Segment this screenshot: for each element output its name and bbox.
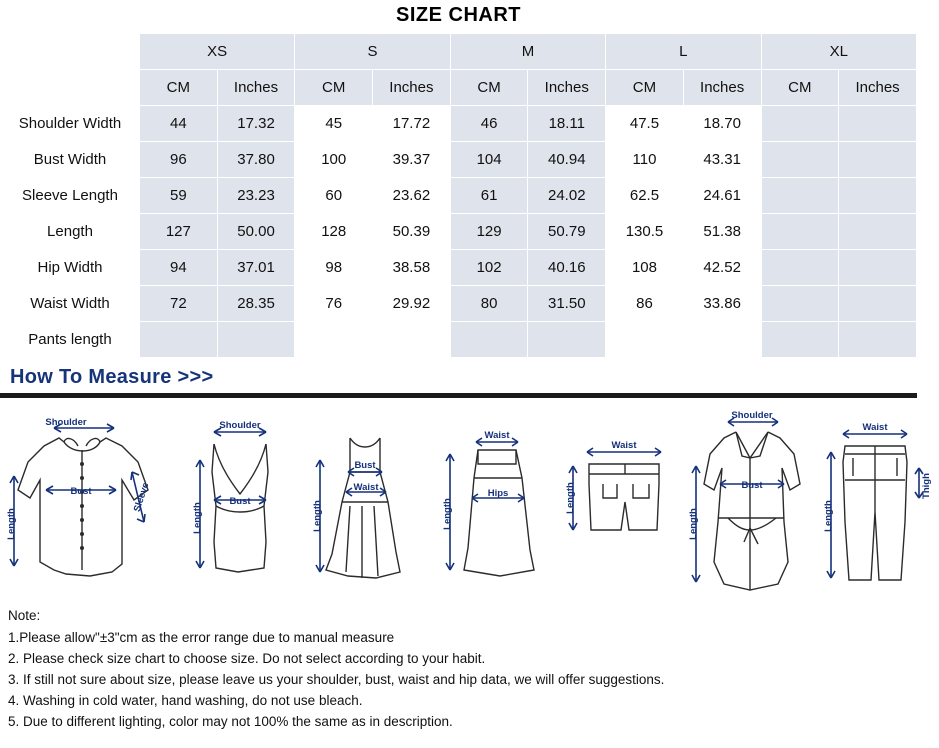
svg-text:Length: Length: [192, 502, 203, 534]
table-cell: 50.00: [217, 214, 295, 250]
svg-text:Bust: Bust: [354, 460, 376, 471]
svg-text:Length: Length: [6, 508, 17, 540]
unit-header-xs-cm: CM: [140, 70, 218, 106]
table-cell: 24.02: [528, 178, 606, 214]
unit-header-l-inches: Inches: [683, 70, 761, 106]
table-cell: 129: [450, 214, 528, 250]
table-cell: [761, 106, 839, 142]
svg-text:Length: Length: [823, 500, 834, 532]
row-label: Length: [1, 214, 140, 250]
svg-text:Bust: Bust: [229, 496, 251, 507]
table-corner-blank-2: [1, 70, 140, 106]
size-header-m: M: [450, 34, 605, 70]
figure-dress: [304, 402, 434, 597]
table-cell: 50.39: [373, 214, 451, 250]
note-line: 1.Please allow"±3"cm as the error range due to manual measure: [8, 629, 395, 645]
table-cell: 18.11: [528, 106, 606, 142]
note-line: 4. Washing in cold water, hand washing, do not use bleach.: [8, 692, 363, 708]
table-cell: 59: [140, 178, 218, 214]
table-cell: [761, 286, 839, 322]
table-cell: [140, 322, 218, 358]
table-cell: 61: [450, 178, 528, 214]
table-cell: 102: [450, 250, 528, 286]
table-cell: 80: [450, 286, 528, 322]
row-label: Pants length: [1, 322, 140, 358]
row-label: Hip Width: [1, 250, 140, 286]
table-cell: [683, 322, 761, 358]
size-header-xl: XL: [761, 34, 917, 70]
table-cell: 23.62: [373, 178, 451, 214]
how-to-measure-heading: How To Measure >>>: [10, 366, 214, 388]
table-cell: 39.37: [373, 142, 451, 178]
table-row: [1, 214, 917, 250]
svg-text:Waist: Waist: [862, 422, 888, 433]
table-cell: 40.16: [528, 250, 606, 286]
how-to-measure-section: [0, 366, 932, 598]
svg-text:Waist: Waist: [611, 440, 637, 451]
table-cell: [373, 322, 451, 358]
table-cell: [217, 322, 295, 358]
unit-header-s-inches: Inches: [373, 70, 451, 106]
page-title: SIZE CHART: [396, 4, 521, 26]
table-cell: 17.32: [217, 106, 295, 142]
table-cell: 51.38: [683, 214, 761, 250]
row-label: Sleeve Length: [1, 178, 140, 214]
unit-header-xl-cm: CM: [761, 70, 839, 106]
table-row: [1, 142, 917, 178]
table-cell: 33.86: [683, 286, 761, 322]
table-cell: 44: [140, 106, 218, 142]
table-cell: 45: [295, 106, 373, 142]
table-cell: 24.61: [683, 178, 761, 214]
table-cell: [839, 142, 917, 178]
note-line: 5. Due to different lighting, color may not 100% the same as in description.: [8, 713, 453, 729]
table-cell: 100: [295, 142, 373, 178]
svg-text:Shoulder: Shoulder: [731, 410, 773, 421]
size-chart-table: [0, 33, 917, 358]
svg-text:Length: Length: [442, 498, 453, 530]
table-cell: 29.92: [373, 286, 451, 322]
table-cell: 72: [140, 286, 218, 322]
table-cell: 76: [295, 286, 373, 322]
table-cell: [761, 142, 839, 178]
unit-header-xl-inches: Inches: [839, 70, 917, 106]
table-cell: [839, 250, 917, 286]
table-row: [1, 322, 917, 358]
svg-text:Length: Length: [312, 500, 323, 532]
svg-text:Waist: Waist: [484, 430, 510, 441]
figure-pants: [819, 402, 939, 597]
table-cell: 17.72: [373, 106, 451, 142]
svg-text:Length: Length: [565, 482, 576, 514]
svg-text:Shoulder: Shoulder: [219, 420, 261, 431]
size-header-row: [1, 34, 917, 70]
table-cell: 40.94: [528, 142, 606, 178]
table-cell: 94: [140, 250, 218, 286]
measurement-figures: [0, 398, 932, 598]
table-corner-blank: [1, 34, 140, 70]
table-cell: 46: [450, 106, 528, 142]
svg-text:Sleeve: Sleeve: [131, 481, 152, 514]
table-cell: [295, 322, 373, 358]
svg-text:Hips: Hips: [487, 488, 509, 499]
table-row: [1, 250, 917, 286]
table-cell: 127: [140, 214, 218, 250]
table-cell: [839, 322, 917, 358]
table-cell: [839, 286, 917, 322]
size-header-l: L: [606, 34, 761, 70]
figure-camisole: [174, 402, 304, 597]
table-cell: 37.01: [217, 250, 295, 286]
note-line: 2. Please check size chart to choose size. Do not select according to your habit.: [8, 650, 486, 666]
table-cell: [528, 322, 606, 358]
table-cell: [761, 178, 839, 214]
row-label: Waist Width: [1, 286, 140, 322]
table-cell: [761, 250, 839, 286]
table-cell: 96: [140, 142, 218, 178]
table-cell: 108: [606, 250, 684, 286]
svg-text:Thigh: Thigh: [921, 473, 932, 499]
figure-shorts: [559, 402, 684, 597]
table-cell: [606, 322, 684, 358]
unit-header-m-cm: CM: [450, 70, 528, 106]
table-cell: 60: [295, 178, 373, 214]
table-row: [1, 106, 917, 142]
table-cell: [839, 214, 917, 250]
note-line: 3. If still not sure about size, please leave us your shoulder, bust, waist and hip data, we will offer suggestions.: [8, 671, 665, 687]
notes-section: [0, 598, 917, 733]
table-cell: 37.80: [217, 142, 295, 178]
figure-skirt: [434, 402, 559, 597]
table-row: [1, 286, 917, 322]
unit-header-row: [1, 70, 917, 106]
table-cell: [839, 106, 917, 142]
table-cell: 23.23: [217, 178, 295, 214]
table-cell: 42.52: [683, 250, 761, 286]
row-label: Bust Width: [1, 142, 140, 178]
unit-header-s-cm: CM: [295, 70, 373, 106]
table-cell: 38.58: [373, 250, 451, 286]
table-cell: [761, 214, 839, 250]
size-header-xs: XS: [140, 34, 295, 70]
unit-header-m-inches: Inches: [528, 70, 606, 106]
table-cell: [839, 178, 917, 214]
unit-header-l-cm: CM: [606, 70, 684, 106]
figure-blouse: [4, 402, 174, 597]
table-cell: 98: [295, 250, 373, 286]
table-cell: 62.5: [606, 178, 684, 214]
table-cell: 18.70: [683, 106, 761, 142]
notes-heading: Note:: [8, 608, 41, 623]
svg-text:Bust: Bust: [741, 480, 763, 491]
svg-text:Length: Length: [688, 508, 699, 540]
table-cell: 43.31: [683, 142, 761, 178]
figure-coat: [684, 402, 819, 597]
row-label: Shoulder Width: [1, 106, 140, 142]
table-cell: 128: [295, 214, 373, 250]
table-cell: 130.5: [606, 214, 684, 250]
table-cell: 50.79: [528, 214, 606, 250]
table-cell: 47.5: [606, 106, 684, 142]
table-cell: 104: [450, 142, 528, 178]
table-cell: [450, 322, 528, 358]
svg-text:Waist: Waist: [353, 482, 379, 493]
table-cell: [761, 322, 839, 358]
table-cell: 31.50: [528, 286, 606, 322]
table-cell: 28.35: [217, 286, 295, 322]
size-header-s: S: [295, 34, 450, 70]
table-cell: 86: [606, 286, 684, 322]
table-cell: 110: [606, 142, 684, 178]
svg-text:Bust: Bust: [70, 486, 92, 497]
svg-text:Shoulder: Shoulder: [45, 417, 87, 428]
unit-header-xs-inches: Inches: [217, 70, 295, 106]
table-row: [1, 178, 917, 214]
